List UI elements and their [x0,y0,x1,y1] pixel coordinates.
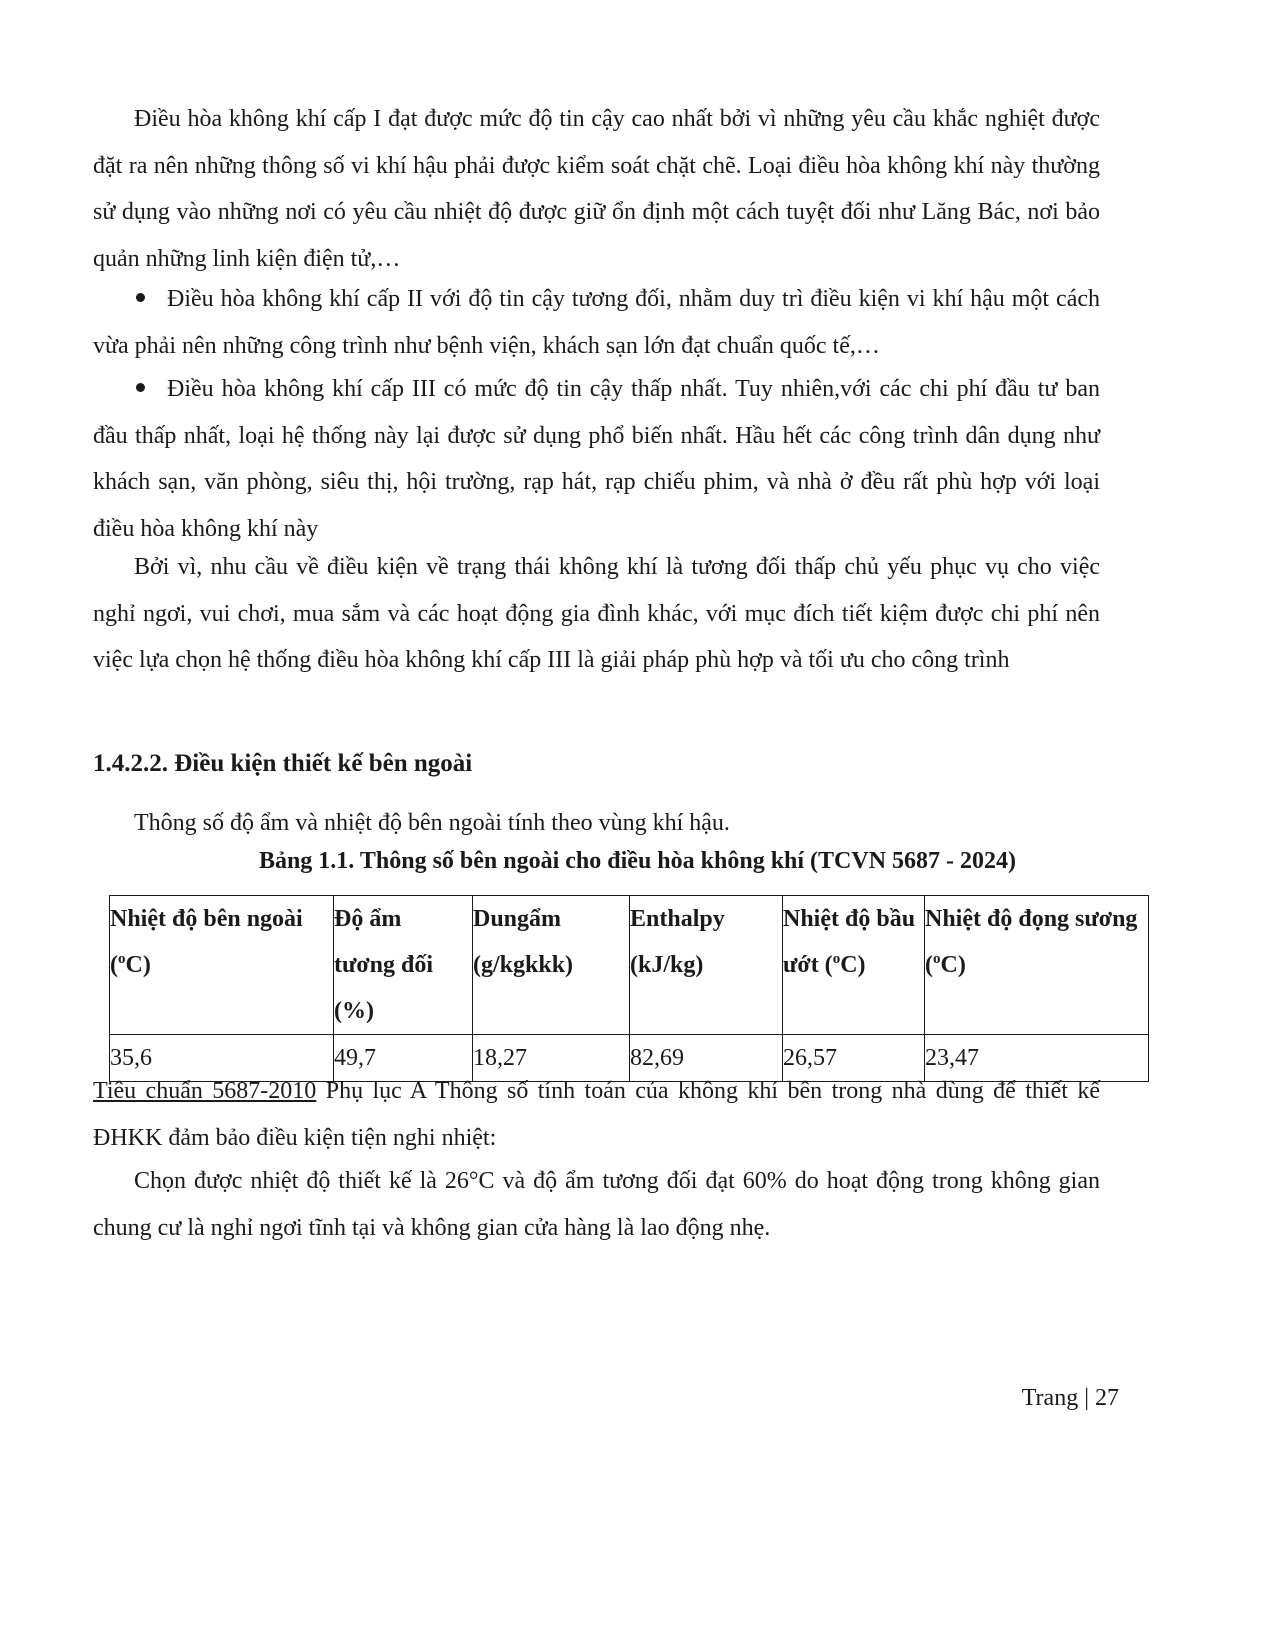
list-item-text: Điều hòa không khí cấp III có mức độ tin cậy thấp nhất. Tuy nhiên,với các chi phí đầu tư ban đầu thấp nhất, loại hệ thống này lại được sử dụng phổ biến nhất. Hầu hết các công trình dân dụng như khách sạn, văn phòng, siêu thị, hội trường, rạp hát, rạp chiếu phim, và nhà ở đều rất phù hợp với loại điều hòa không khí này [93,376,1100,542]
section-heading: 1.4.2.2. Điều kiện thiết kế bên ngoài [93,750,473,777]
bullet-icon [136,383,145,392]
header-cell: Nhiệt độ bên ngoài ($^o$C) [110,896,334,1035]
table-cell: 26,57 [783,1035,925,1082]
bullet-icon [136,293,145,302]
paragraph-standard [93,1068,1100,1161]
table-cell: 18,27 [473,1035,630,1082]
paragraph-level-1: Điều hòa không khí cấp I đạt được mức độ tin cậy cao nhất bởi vì những yêu cầu khắc nghiệt được đặt ra nên những thông số vi khí hậu phải được kiểm soát chặt chẽ. Loại điều hòa không khí này thường sử dụng vào những nơi có yêu cầu nhiệt độ được giữ ổn định một cách tuyệt đối như Lăng Bác, nơi bảo quản những linh kiện điện tử,… [93,106,1100,272]
paragraph-intro: Thông số độ ẩm và nhiệt độ bên ngoài tính theo vùng khí hậu. [134,810,730,836]
table-cell: 49,7 [334,1035,473,1082]
table-cell: 82,69 [630,1035,783,1082]
paragraph-standard-text: Phụ lục A Thông số tính toán của không khí bên trong nhà dùng để thiết kế ĐHKK đảm bảo điều kiện tiện nghi nhiệt: [93,1078,1100,1151]
header-cell: Dungẩm (g/kgkkk) [473,896,630,1035]
header-cell: Nhiệt độ bầu ướt ($^o$C) [783,896,925,1035]
standard-reference-link[interactable]: Tiêu chuẩn 5687-2010 [93,1078,317,1104]
table-cell: 35,6 [110,1035,334,1082]
table-cell: 23,47 [925,1035,1149,1082]
page-number: Trang | 27 [1021,1385,1119,1411]
parameters-table [109,895,1149,1082]
header-cell: Độ ẩm tương đối (%) [334,896,473,1035]
header-cell: Enthalpy (kJ/kg) [630,896,783,1035]
paragraph-design-choice: Chọn được nhiệt độ thiết kế là 26°C và độ ẩm tương đối đạt 60% do hoạt động trong không gian chung cư là nghỉ ngơi tĩnh tại và không gian cửa hàng là lao động nhẹ. [93,1168,1100,1241]
paragraph-reasoning: Bởi vì, nhu cầu về điều kiện về trạng thái không khí là tương đối thấp chủ yếu phục vụ cho việc nghỉ ngơi, vui chơi, mua sắm và các hoạt động gia đình khác, với mục đích tiết kiệm được chi phí nên việc lựa chọn hệ thống điều hòa không khí cấp III là giải pháp phù hợp và tối ưu cho công trình [93,554,1100,673]
list-item-level-2 [93,276,1100,369]
list-item-text: Điều hòa không khí cấp II với độ tin cậy tương đối, nhằm duy trì điều kiện vi khí hậu một cách vừa phải nên những công trình như bệnh viện, khách sạn lớn đạt chuẩn quốc tế,… [93,286,1100,359]
table-header-row [110,896,1149,1035]
header-cell: Nhiệt độ đọng sương ($^o$C) [925,896,1149,1035]
list-item-level-3 [93,366,1100,552]
table-caption: Bảng 1.1. Thông số bên ngoài cho điều hòa không khí (TCVN 5687 - 2024) [258,848,1017,874]
